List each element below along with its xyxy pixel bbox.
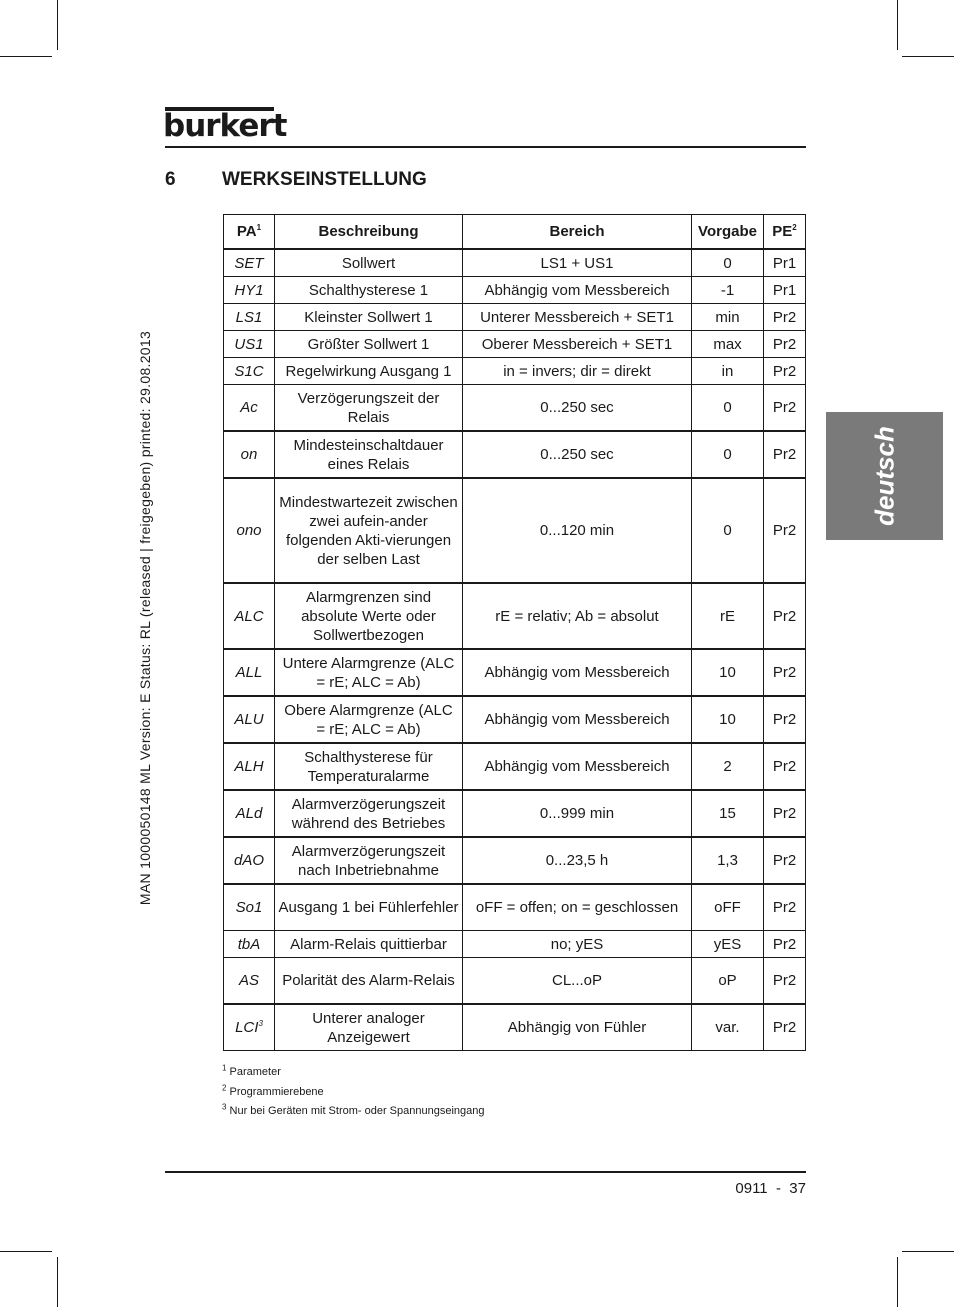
cell-default: min xyxy=(692,304,764,331)
cell-level: Pr2 xyxy=(764,931,806,958)
cell-default: oP xyxy=(692,958,764,1005)
col-header-default: Vorgabe xyxy=(692,215,764,250)
cell-level: Pr2 xyxy=(764,884,806,931)
table-header-row xyxy=(224,215,806,250)
cell-range: in = invers; dir = direkt xyxy=(463,358,692,385)
cell-description: Alarmverzögerungszeit nach Inbetriebnahme xyxy=(275,837,463,884)
cell-description: Ausgang 1 bei Fühlerfehler xyxy=(275,884,463,931)
section-title: WERKSEINSTELLUNG xyxy=(222,169,427,190)
col-header-description: Beschreibung xyxy=(275,215,463,250)
footnote: $^2$ Programmierebene xyxy=(222,1082,324,1098)
cell-default: yES xyxy=(692,931,764,958)
cell-range: rE = relativ; Ab = absolut xyxy=(463,583,692,649)
cell-parameter: HY1 xyxy=(224,277,275,304)
col-header-range: Bereich xyxy=(463,215,692,250)
cell-range: 0...250 sec xyxy=(463,385,692,432)
table-row xyxy=(224,304,806,331)
cell-parameter: dAO xyxy=(224,837,275,884)
document-info-sidebar xyxy=(130,195,160,1040)
cell-description: Unterer analoger Anzeigewert xyxy=(275,1004,463,1051)
page-number: 0911 - 37 xyxy=(735,1180,806,1197)
cell-description: Größter Sollwert 1 xyxy=(275,331,463,358)
cell-parameter: AS xyxy=(224,958,275,1005)
cell-range: oFF = offen; on = geschlossen xyxy=(463,884,692,931)
cell-level: Pr2 xyxy=(764,743,806,790)
language-tab-label: deutsch xyxy=(869,426,899,526)
col-header-pe: $PE^2$ xyxy=(764,215,806,250)
cell-description: Schalthysterese für Temperaturalarme xyxy=(275,743,463,790)
cell-level: Pr2 xyxy=(764,837,806,884)
cell-range: 0...250 sec xyxy=(463,431,692,478)
cell-default: 0 xyxy=(692,385,764,432)
crop-mark xyxy=(57,1257,58,1307)
cell-default: 0 xyxy=(692,431,764,478)
burkert-logo: burkert xyxy=(163,108,287,144)
table-row xyxy=(224,649,806,696)
cell-level: Pr1 xyxy=(764,249,806,277)
cell-default: oFF xyxy=(692,884,764,931)
cell-level: Pr2 xyxy=(764,790,806,837)
cell-range: Abhängig vom Messbereich xyxy=(463,743,692,790)
cell-description: Untere Alarmgrenze (ALC = rE; ALC = Ab) xyxy=(275,649,463,696)
cell-range: Oberer Messbereich + SET1 xyxy=(463,331,692,358)
cell-level: Pr2 xyxy=(764,1004,806,1051)
cell-range: CL...oP xyxy=(463,958,692,1005)
col-header-pa: $PA^1$ xyxy=(224,215,275,250)
cell-description: Mindestwartezeit zwischen zwei aufein-ander folgenden Akti-vierungen der selben Last xyxy=(275,478,463,583)
cell-range: Abhängig vom Messbereich xyxy=(463,649,692,696)
cell-level: Pr1 xyxy=(764,277,806,304)
table-row xyxy=(224,331,806,358)
cell-description: Verzögerungszeit der Relais xyxy=(275,385,463,432)
cell-description: Alarmgrenzen sind absolute Werte oder Sollwertbezogen xyxy=(275,583,463,649)
table-row xyxy=(224,385,806,432)
footer-rule xyxy=(165,1171,806,1173)
crop-mark xyxy=(897,1257,898,1307)
cell-level: Pr2 xyxy=(764,304,806,331)
crop-mark xyxy=(902,56,954,57)
table-row xyxy=(224,1004,806,1051)
cell-parameter: ALU xyxy=(224,696,275,743)
table-row xyxy=(224,478,806,583)
cell-range: Abhängig von Fühler xyxy=(463,1004,692,1051)
cell-parameter: ALL xyxy=(224,649,275,696)
crop-mark xyxy=(902,1251,954,1252)
cell-level: Pr2 xyxy=(764,583,806,649)
cell-default: var. xyxy=(692,1004,764,1051)
cell-description: Sollwert xyxy=(275,249,463,277)
cell-description: Mindesteinschaltdauer eines Relais xyxy=(275,431,463,478)
cell-range: Abhängig vom Messbereich xyxy=(463,696,692,743)
document-info-text: MAN 1000050148 ML Version: E Status: RL (released | freigegeben) printed: 29.08.2013 xyxy=(137,330,153,905)
cell-level: Pr2 xyxy=(764,696,806,743)
table-row xyxy=(224,358,806,385)
cell-range: 0...999 min xyxy=(463,790,692,837)
cell-description: Obere Alarmgrenze (ALC = rE; ALC = Ab) xyxy=(275,696,463,743)
cell-default: max xyxy=(692,331,764,358)
cell-range: Abhängig vom Messbereich xyxy=(463,277,692,304)
cell-parameter: ALC xyxy=(224,583,275,649)
factory-settings-table xyxy=(223,214,806,1051)
cell-level: Pr2 xyxy=(764,649,806,696)
cell-range: Unterer Messbereich + SET1 xyxy=(463,304,692,331)
cell-range: LS1 + US1 xyxy=(463,249,692,277)
cell-description: Alarm-Relais quittierbar xyxy=(275,931,463,958)
crop-mark xyxy=(0,1251,52,1252)
cell-parameter: LCI$^3$ xyxy=(224,1004,275,1051)
footnotes xyxy=(222,1063,485,1122)
crop-mark xyxy=(57,0,58,50)
language-tab xyxy=(826,412,943,540)
cell-range: 0...23,5 h xyxy=(463,837,692,884)
cell-parameter: S1C xyxy=(224,358,275,385)
cell-description: Alarmverzögerungszeit während des Betriebes xyxy=(275,790,463,837)
table-row xyxy=(224,277,806,304)
cell-parameter: ALd xyxy=(224,790,275,837)
table-row xyxy=(224,696,806,743)
cell-description: Polarität des Alarm-Relais xyxy=(275,958,463,1005)
table-row xyxy=(224,431,806,478)
cell-level: Pr2 xyxy=(764,478,806,583)
section-number: 6 xyxy=(165,169,176,190)
cell-description: Kleinster Sollwert 1 xyxy=(275,304,463,331)
cell-parameter: ono xyxy=(224,478,275,583)
cell-parameter: tbA xyxy=(224,931,275,958)
cell-parameter: Ac xyxy=(224,385,275,432)
cell-level: Pr2 xyxy=(764,385,806,432)
table-row xyxy=(224,249,806,277)
cell-default: 10 xyxy=(692,696,764,743)
table-row xyxy=(224,958,806,1005)
cell-default: 10 xyxy=(692,649,764,696)
cell-level: Pr2 xyxy=(764,431,806,478)
cell-parameter: ALH xyxy=(224,743,275,790)
table-row xyxy=(224,583,806,649)
cell-parameter: SET xyxy=(224,249,275,277)
cell-range: 0...120 min xyxy=(463,478,692,583)
cell-level: Pr2 xyxy=(764,358,806,385)
cell-parameter: So1 xyxy=(224,884,275,931)
cell-level: Pr2 xyxy=(764,958,806,1005)
crop-mark xyxy=(897,0,898,50)
footnote: $^1$ Parameter xyxy=(222,1063,281,1078)
cell-default: 0 xyxy=(692,478,764,583)
table-row xyxy=(224,790,806,837)
cell-parameter: on xyxy=(224,431,275,478)
table-row xyxy=(224,743,806,790)
table-row xyxy=(224,931,806,958)
cell-default: 15 xyxy=(692,790,764,837)
cell-default: in xyxy=(692,358,764,385)
cell-default: rE xyxy=(692,583,764,649)
cell-parameter: LS1 xyxy=(224,304,275,331)
footnote: $^3$ Nur bei Geräten mit Strom- oder Spannungseingang xyxy=(222,1102,485,1117)
cell-default: 1,3 xyxy=(692,837,764,884)
cell-default: 0 xyxy=(692,249,764,277)
header-rule xyxy=(165,146,806,148)
cell-description: Regelwirkung Ausgang 1 xyxy=(275,358,463,385)
cell-parameter: US1 xyxy=(224,331,275,358)
cell-default: 2 xyxy=(692,743,764,790)
cell-description: Schalthysterese 1 xyxy=(275,277,463,304)
cell-range: no; yES xyxy=(463,931,692,958)
cell-level: Pr2 xyxy=(764,331,806,358)
table-row xyxy=(224,884,806,931)
crop-mark xyxy=(0,56,52,57)
cell-default: -1 xyxy=(692,277,764,304)
table-row xyxy=(224,837,806,884)
